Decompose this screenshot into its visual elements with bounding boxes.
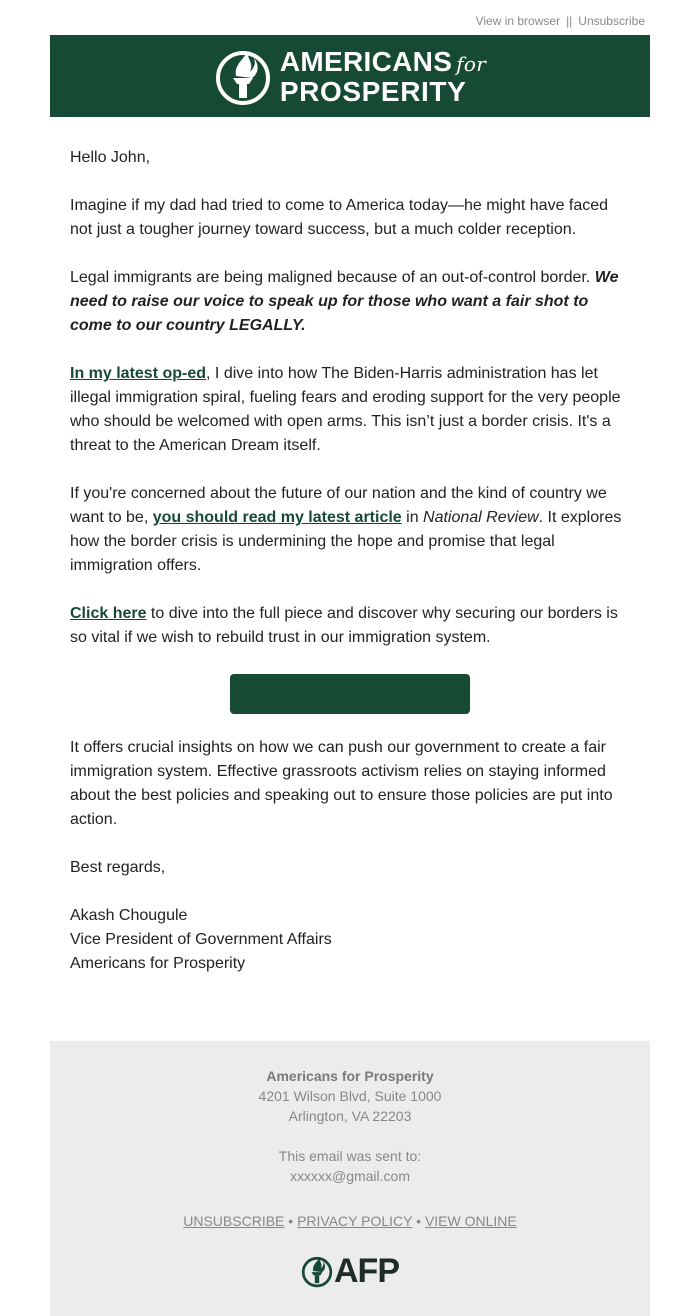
afp-logo[interactable] (214, 46, 486, 106)
paragraph-6: It offers crucial insights on how we can push our government to create a fair immigration system. Effective grassroots activism relies on staying informed about the best policies and speaking out to ensure those policies are put into action. (70, 739, 613, 828)
brand-line1: AMERICANS (279, 45, 453, 77)
footer-unsubscribe-link[interactable]: UNSUBSCRIBE (183, 1213, 285, 1229)
footer-address-2: Arlington, VA 22203 (288, 1108, 412, 1124)
greeting: Hello John, (70, 149, 151, 166)
footer (50, 1041, 650, 1316)
click-here-link[interactable]: Click here (70, 605, 147, 622)
closing: Best regards, (70, 859, 166, 876)
view-online-link[interactable]: VIEW ONLINE (424, 1213, 517, 1229)
footer-org: Americans for Prosperity (266, 1068, 434, 1084)
footer-afp-logo[interactable] (50, 1254, 650, 1288)
torch-icon (214, 46, 272, 106)
preheader-unsubscribe-link[interactable]: Unsubscribe (578, 14, 645, 28)
preheader-separator: || (566, 14, 573, 28)
view-in-browser-link[interactable]: View in browser (475, 14, 561, 28)
brand-wordmark (279, 45, 487, 107)
signature-name: Akash Chougule (70, 907, 188, 924)
paragraph-5 (70, 602, 630, 650)
cta-container (70, 674, 630, 714)
paragraph-5-text: to dive into the full piece and discover why securing our borders is so vital if we wish to rebuild trust in our immigration system. (70, 605, 618, 646)
brand-line2: PROSPERITY (279, 75, 467, 107)
paragraph-3-text: , I dive into how The Biden-Harris administration has let illegal immigration spiral, fueling fears and eroding support for the very people who should be welcomed with open arms. This isn’t just a border crisis. It's a threat to the American Dream itself. (70, 365, 621, 454)
read-op-ed-button[interactable]: READ THE OP-ED NOW (230, 674, 470, 714)
paragraph-3 (70, 362, 630, 458)
privacy-policy-link[interactable]: PRIVACY POLICY (297, 1213, 413, 1229)
publication-name: National Review (423, 509, 539, 526)
sent-to-label: This email was sent to: (278, 1148, 422, 1164)
recipient-email: xxxxxx@gmail.com (289, 1168, 410, 1184)
footer-bullet: • (416, 1213, 422, 1229)
torch-icon (301, 1254, 333, 1288)
paragraph-4-text2: in (401, 509, 424, 526)
paragraph-2-text: Legal immigrants are being maligned because of an out-of-control border. (70, 269, 595, 286)
paragraph-1: Imagine if my dad had tried to come to America today—he might have faced not just a tougher journey toward success, but a much colder reception. (70, 197, 609, 238)
paragraph-4-text1: If you're concerned about the future of our nation and the kind of country we want to be, (70, 485, 607, 526)
paragraph-2 (70, 266, 630, 338)
footer-address-1: 4201 Wilson Blvd, Suite 1000 (258, 1088, 442, 1104)
email-body (70, 146, 630, 976)
op-ed-link[interactable]: In my latest op-ed (70, 365, 207, 382)
paragraph-4 (70, 482, 630, 578)
latest-article-link[interactable]: you should read my latest article (152, 509, 402, 526)
signature (70, 904, 630, 976)
signature-title: Vice President of Government Affairs (70, 931, 332, 948)
footer-bullet: • (288, 1213, 294, 1229)
preheader (476, 14, 645, 28)
footer-links (50, 1211, 650, 1231)
signature-org: Americans for Prosperity (70, 955, 246, 972)
paragraph-2-emphasis: We need to raise our voice to speak up for those who want a fair shot to come to our country LEGALLY. (70, 269, 619, 334)
brand-for: for (456, 51, 487, 76)
afp-wordmark: AFP (334, 1252, 399, 1290)
header-banner[interactable] (50, 35, 650, 117)
paragraph-4-text3: . It explores how the border crisis is undermining the hope and promise that legal immigration offers. (70, 509, 622, 574)
